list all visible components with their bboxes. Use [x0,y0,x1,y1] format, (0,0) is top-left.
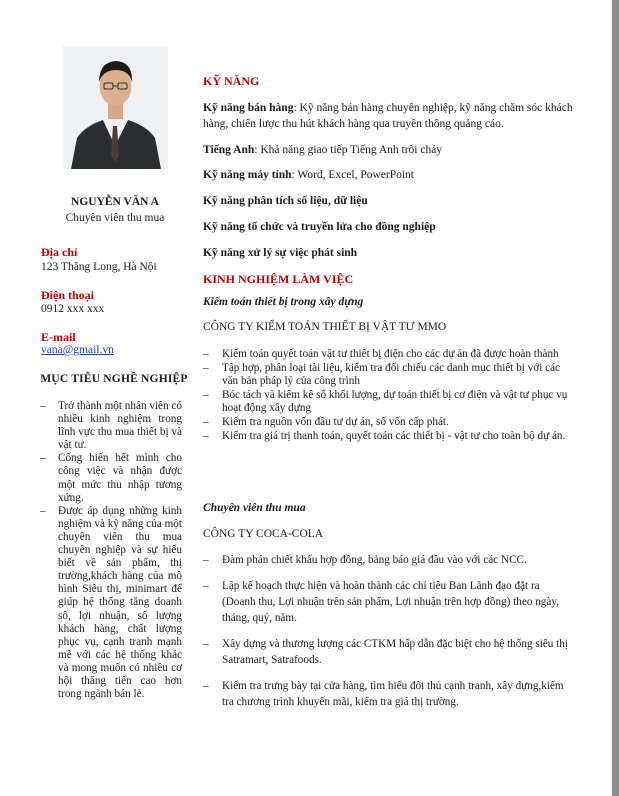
list-item: – Đàm phán chiết khấu hợp đồng, bảng báo giá đầu vào với các NCC. [203,552,575,568]
profile-photo [63,46,168,169]
list-item: – Cống hiến hết mình cho công việc và nhận được một mức thu nhập tương xứng. [40,452,182,504]
company-1: CÔNG TY KIỂM TOÁN THIẾT BỊ VẬT TƯ MMO [203,321,447,333]
list-item: – Bóc tách và kiểm kê số khối lượng, dự toán thiết bị cơ điện và vật tư phục vụ hoạt động xây dựng [203,389,575,414]
skill-analysis [203,193,578,209]
list-item: – Được áp dụng những kinh nghiệm và kỹ năng của một chuyên viên thu mua chuyên nghiệp và sự hiểu biết về sản phẩm, thị trường,khách hàng của mô hình Siêu thị, minimart để giúp hệ thống tăng doanh số, lợi nhuận, số lượng khách hàng, chất lượng phục vụ, cạnh tranh mạnh mẽ với các hệ thống khác và mong muốn có nhiều cơ hội thăng tiến cao hơn trong ngành bán lẻ. [40,505,182,701]
objective-list [40,400,182,701]
skill-english [203,142,578,158]
list-item: – Tập hợp, phân loại tài liệu, kiểm tra đối chiếu các danh mục thiết bị với các văn bản pháp lý của công trình [203,362,575,387]
list-item: – Trở thành một nhân viên có nhiều kinh nghiệm trong lĩnh vực thu mua thiết bị và vật tư. [40,400,182,452]
objective-heading: MỤC TIÊU NGHỀ NGHIỆP [40,373,188,385]
address-label: Địa chỉ [41,245,78,259]
list-item: – Kiểm tra nguồn vốn đầu tư dự án, số vốn cấp phát. [203,416,575,428]
skill-handling-label: Kỹ năng xử lý sự việc phát sinh [203,247,358,259]
skill-english-text: : Khả năng giao tiếp Tiếng Anh trôi chảy [254,144,443,156]
list-item: – Lập kế hoạch thực hiện và hoàn thành các chỉ tiêu Ban Lãnh đạo đặt ra (Doanh thu, Lợi nhuận trên sản phẩm, Lợi nhuận trên hợp đồng) theo ngày, tháng, quý, năm. [203,578,575,626]
skill-sales [203,100,578,132]
skill-organize-label: Kỹ năng tổ chức và truyền lửa cho đồng nghiệp [203,221,436,233]
candidate-role: Chuyên viên thu mua [65,212,165,224]
skill-handling [203,245,578,261]
skill-computer [203,167,578,183]
skill-computer-text: : Word, Excel, PowerPoint [291,169,414,181]
skill-computer-label: Kỹ năng máy tính [203,169,292,181]
phone-label: Điện thoại [41,288,95,302]
email-value [41,344,114,356]
candidate-name: NGUYỄN VĂN A [71,196,159,208]
phone-value: 0912 xxx xxx [41,303,105,315]
skill-sales-text: : Kỹ năng bán hàng chuyên nghiệp, kỹ năng chăm sóc khách hàng, chiến lược thu hút khách hàng qua truyền thông quảng cáo. [203,102,573,130]
experience-heading: KINH NGHIỆM LÀM VIỆC [203,272,354,286]
email-link[interactable]: vana@gmail.vn [41,344,114,356]
skill-sales-label: Kỹ năng bán hàng [203,102,294,114]
skills-heading: KỸ NĂNG [203,74,260,88]
job-2-duties [203,552,575,720]
list-item: – Xây dựng và thương lượng các CTKM hấp dẫn đặc biệt cho hệ thống siêu thị Satramart, Satrafoods. [203,636,575,668]
list-item: – Kiểm tra giá trị thanh toán, quyết toán các thiết bị - vật tư cho toàn bộ dự án. [203,430,575,442]
skill-organize [203,219,578,235]
list-item: – Kiểm tra trưng bày tại cửa hàng, tìm hiểu đối thủ cạnh tranh, xây dựng,kiểm tra chương trình khuyến mãi, kiểm tra giá thị trường. [203,678,575,710]
window-edge [612,0,619,796]
address-value: 123 Thăng Long, Hà Nội [41,261,157,273]
job-title-2: Chuyên viên thu mua [203,502,306,514]
skill-english-label: Tiếng Anh [203,144,255,156]
job-title-1: Kiểm toán thiết bị trong xây dựng [203,296,364,308]
skill-analysis-label: Kỹ năng phân tích số liệu, dữ liệu [203,195,368,207]
email-label: E-mail [41,330,76,344]
company-2: CÔNG TY COCA-COLA [203,528,324,540]
job-1-duties [203,348,575,445]
list-item: – Kiểm toán quyết toán vật tư thiết bị điện cho các dự án đã được hoàn thành [203,348,575,360]
